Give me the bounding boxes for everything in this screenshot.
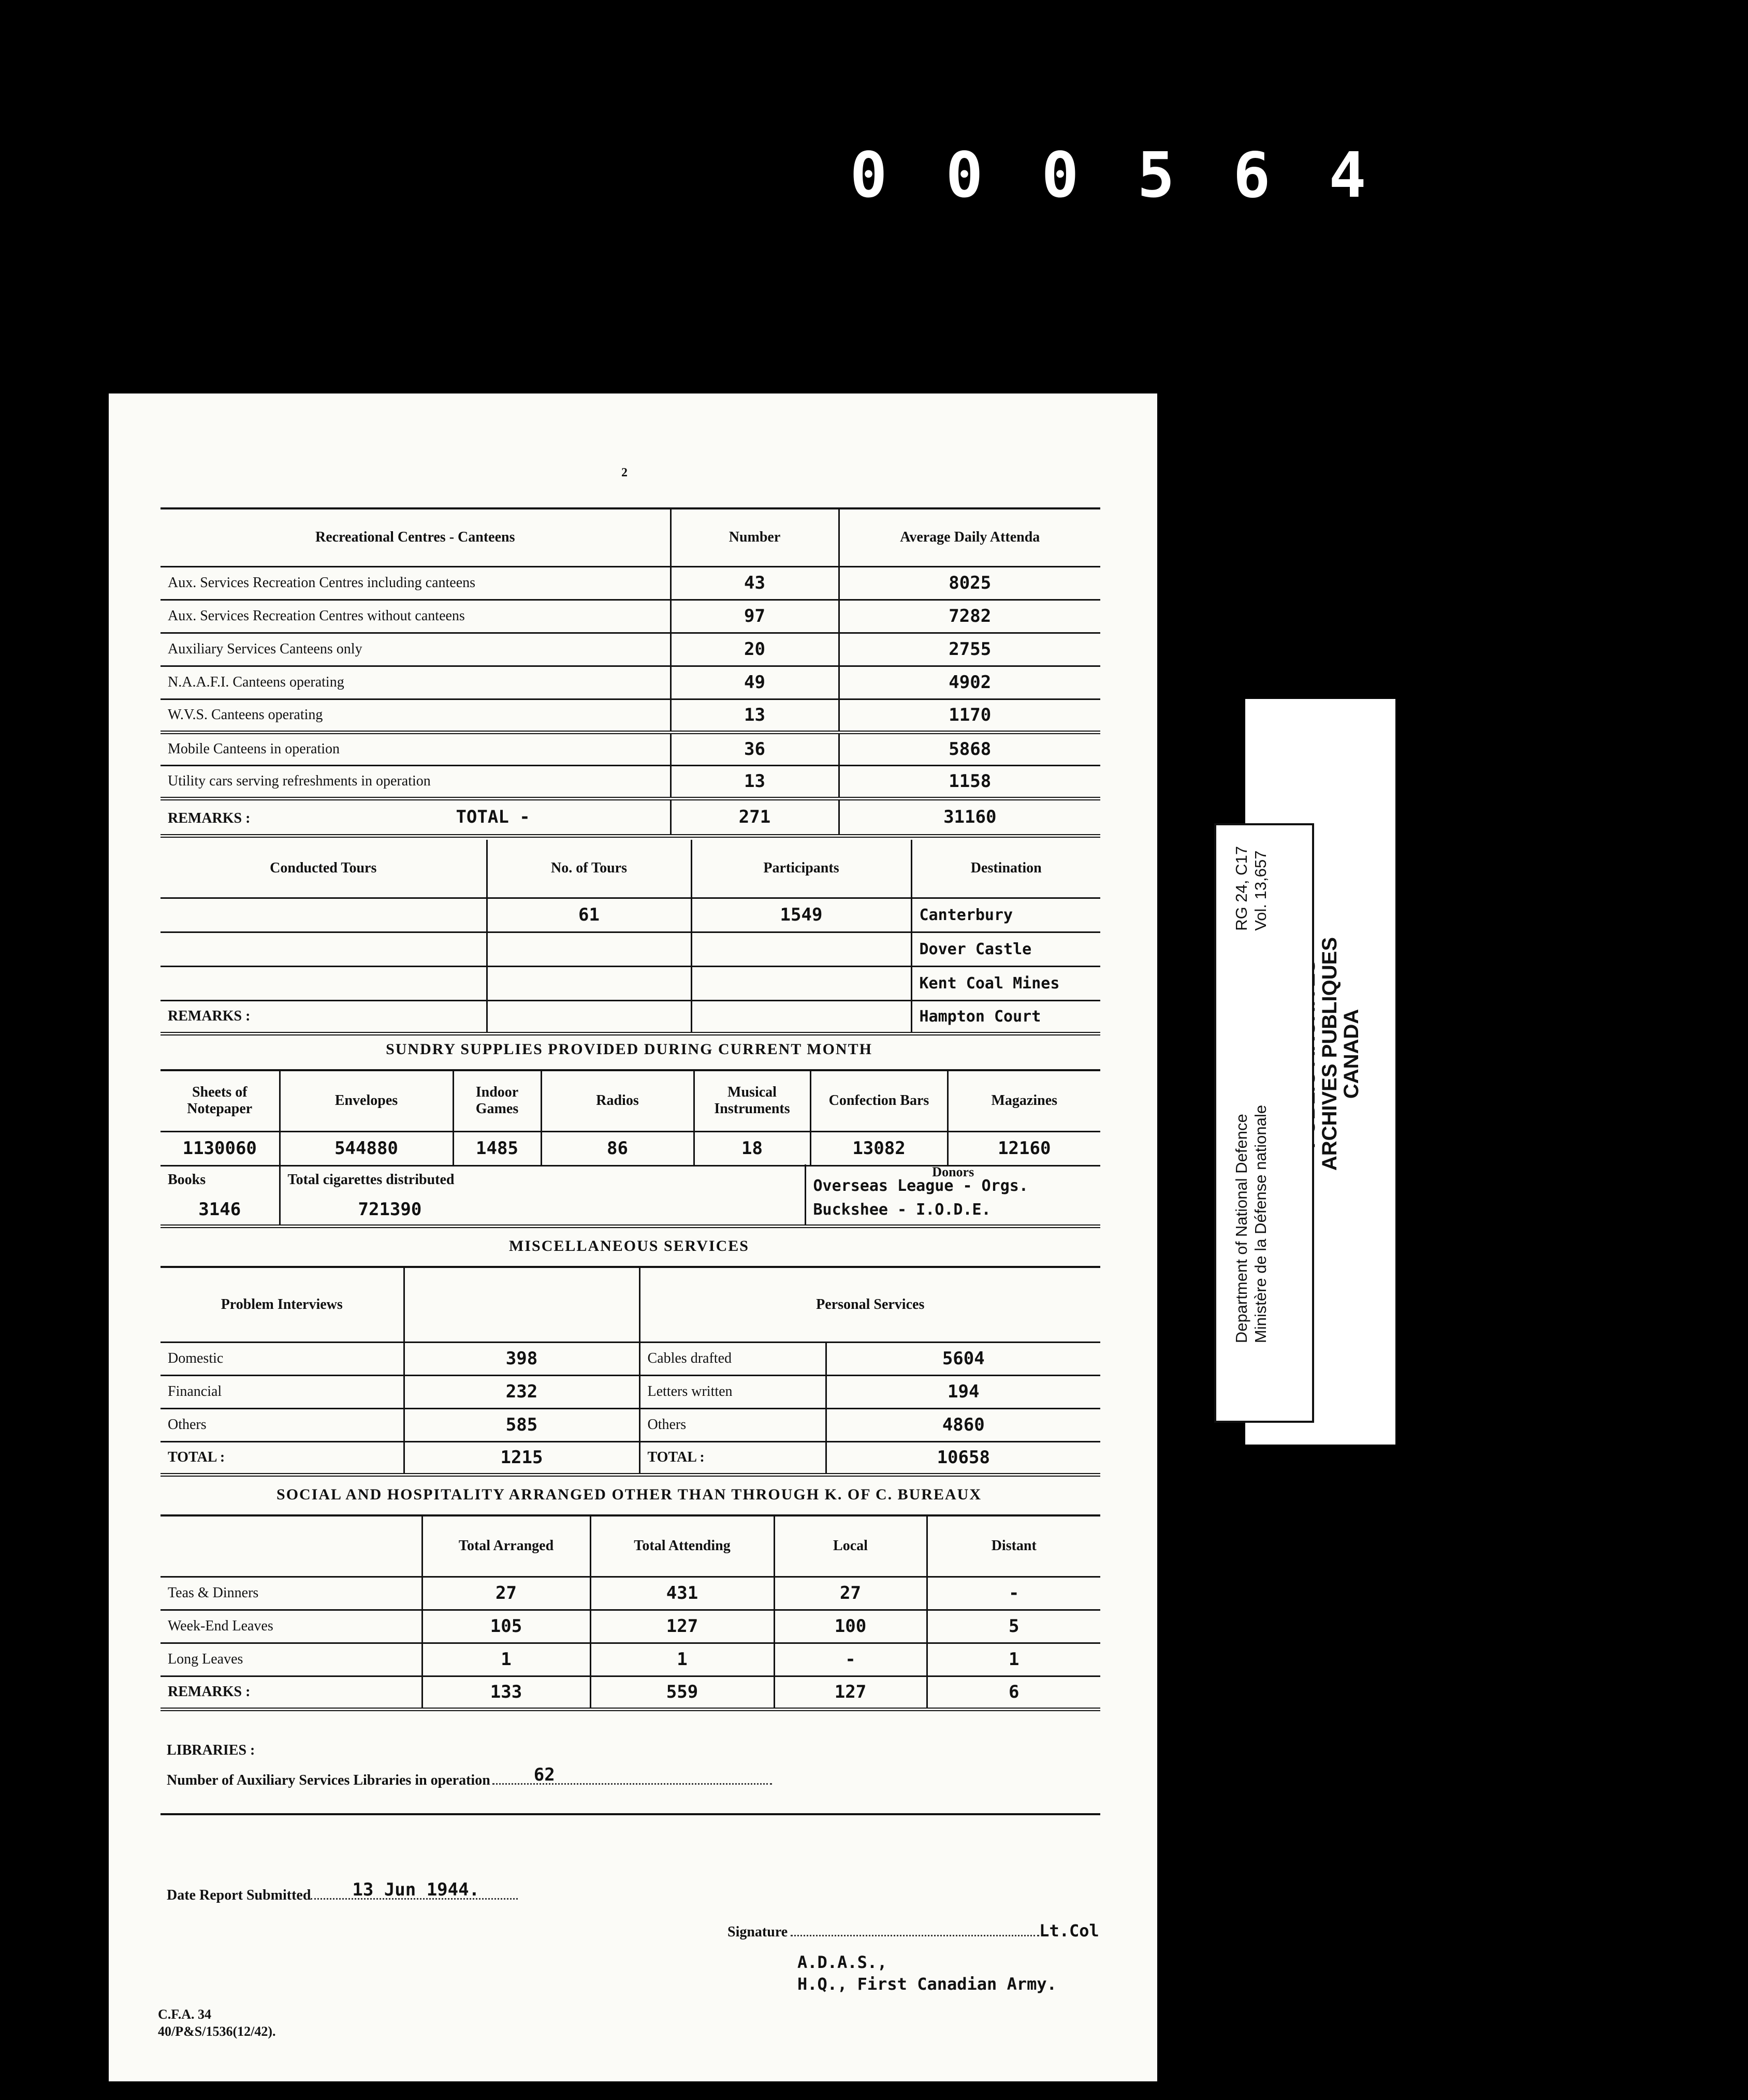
canteens-header-attendance: Average Daily Attenda (900, 529, 1040, 546)
canteens-total-attendance: 31160 (943, 807, 997, 827)
canteens-header-number: Number (671, 508, 839, 566)
sundry-heading: SUNDRY SUPPLIES PROVIDED DURING CURRENT MONTH (386, 1041, 872, 1058)
misc-header-problems: Problem Interviews (161, 1267, 404, 1342)
signature-line (727, 1921, 1099, 1941)
table-row (161, 1375, 1100, 1408)
row-label: Aux. Services Recreation Centres without canteens (161, 600, 671, 633)
social-value: 1 (1009, 1649, 1019, 1670)
tours-table (161, 840, 1100, 1036)
table-row (161, 966, 1100, 1000)
cigarettes-label: Total cigarettes distributed (280, 1164, 805, 1195)
donor: Buckshee - I.O.D.E. (813, 1200, 991, 1219)
table-row (161, 600, 1100, 633)
row-attendance: 8025 (949, 573, 992, 593)
archive-line: CANADA (1340, 1009, 1363, 1099)
tours-header-count: No. of Tours (487, 840, 691, 898)
social-total: 559 (590, 1676, 774, 1709)
social-total-row (161, 1676, 1100, 1709)
social-label: Teas & Dinners (161, 1577, 422, 1610)
table-row (161, 1408, 1100, 1441)
row-label: W.V.S. Canteens operating (161, 699, 671, 732)
sundry-header-envelopes: Envelopes (280, 1070, 453, 1131)
sundry-value: 12160 (998, 1138, 1051, 1159)
social-value: 1 (590, 1643, 774, 1676)
social-value: - (774, 1643, 927, 1676)
row-attendance: 1158 (949, 771, 992, 792)
sundry-header-radios: Radios (541, 1070, 694, 1131)
libraries-line-label: Number of Auxiliary Services Libraries in operation (167, 1772, 490, 1788)
page-number: 2 (621, 466, 628, 479)
row-attendance: 4902 (949, 672, 992, 693)
table-row (161, 1342, 1100, 1375)
canteens-total-number: 271 (671, 798, 839, 836)
misc-header-personal: Personal Services (816, 1296, 925, 1312)
frame-digit: 0 (850, 140, 887, 212)
row-attendance: 5868 (949, 739, 992, 760)
social-label: Week-End Leaves (161, 1610, 422, 1643)
title-line: H.Q., First Canadian Army. (797, 1974, 1057, 1994)
misc-right-value: 4860 (942, 1414, 985, 1435)
row-attendance: 7282 (949, 606, 992, 626)
social-heading: SOCIAL AND HOSPITALITY ARRANGED OTHER THAN THROUGH K. OF C. BUREAUX (276, 1486, 982, 1503)
sundry-value: 544880 (280, 1131, 453, 1165)
reference-line: RG 24, C17 (1232, 846, 1250, 931)
row-number: 13 (671, 699, 839, 732)
sundry-header-instruments: Musical Instruments (694, 1070, 810, 1131)
row-number: 43 (671, 566, 839, 600)
tours-header-participants: Participants (691, 840, 911, 898)
misc-right-label: Letters written (639, 1375, 826, 1408)
signatory-title (797, 1952, 1057, 1995)
sundry-header-magazines: Magazines (991, 1092, 1058, 1109)
sundry-value: 86 (541, 1131, 694, 1165)
misc-left-label: Domestic (161, 1342, 404, 1375)
misc-right-total-label: TOTAL : (639, 1441, 826, 1475)
misc-left-label: Others (161, 1408, 404, 1441)
sundry-header-notepaper: Sheets of Notepaper (161, 1070, 280, 1131)
title-line: A.D.A.S., (797, 1952, 887, 1972)
misc-left-label: Financial (161, 1375, 404, 1408)
social-total: 127 (774, 1676, 927, 1709)
sundry-value: 1485 (453, 1131, 541, 1165)
signature-dotted-line (791, 1933, 1039, 1936)
sundry-value: 1130060 (161, 1131, 280, 1165)
sundry-table (161, 1069, 1100, 1166)
table-row (161, 699, 1100, 732)
frame-number (849, 140, 1367, 212)
misc-left-value: 585 (404, 1408, 639, 1441)
misc-right-value: 5604 (942, 1348, 985, 1369)
social-value: 127 (590, 1610, 774, 1643)
tours-header-category: Conducted Tours (161, 840, 487, 898)
tours-count: 61 (487, 898, 691, 932)
social-value: 100 (774, 1610, 927, 1643)
department-line: Department of National Defence (1232, 1114, 1250, 1344)
archive-line: ARCHIVES PUBLIQUES (1318, 937, 1341, 1171)
sundry-header-confection: Confection Bars (810, 1070, 948, 1131)
canteens-table (161, 507, 1100, 838)
frame-digit: 4 (1329, 140, 1366, 212)
table-row (161, 1131, 1100, 1165)
sundry-value: 13082 (810, 1131, 948, 1165)
misc-right-value: 194 (948, 1381, 980, 1402)
report-page (109, 393, 1157, 2081)
record-reference (1232, 846, 1270, 931)
table-row (161, 898, 1100, 932)
social-header-arranged: Total Arranged (422, 1515, 590, 1577)
libraries-line (167, 1764, 1099, 1789)
libraries-rule (161, 1813, 1100, 1815)
social-header-attending: Total Attending (590, 1515, 774, 1577)
date-dotted-line (311, 1879, 518, 1900)
reference-line: Vol. 13,657 (1251, 850, 1270, 931)
date-label: Date Report Submitted (167, 1887, 311, 1903)
table-row (161, 1610, 1100, 1643)
signature-rank: Lt.Col (1039, 1921, 1099, 1941)
canteens-total-row (161, 798, 1100, 836)
donors-label: Donors (932, 1164, 974, 1179)
table-row (161, 765, 1100, 798)
department-name (1232, 1105, 1270, 1343)
frame-digit: 6 (1233, 140, 1271, 212)
table-row (161, 932, 1100, 966)
frame-digit: 0 (1041, 140, 1079, 212)
table-row (161, 633, 1100, 666)
destination: Hampton Court (919, 1007, 1041, 1026)
libraries-dotted-line (492, 1764, 772, 1785)
table-row (161, 566, 1100, 600)
table-row (161, 1643, 1100, 1676)
social-header-distant: Distant (991, 1538, 1037, 1554)
form-reference (158, 2006, 276, 2040)
social-value: - (1009, 1583, 1019, 1603)
date-value: 13 Jun 1944. (352, 1879, 480, 1900)
misc-total-row (161, 1441, 1100, 1475)
social-total: 6 (1009, 1682, 1019, 1702)
misc-right-label: Others (639, 1408, 826, 1441)
table-row (161, 1195, 1100, 1226)
social-value: 1 (422, 1643, 590, 1676)
row-label: Auxiliary Services Canteens only (161, 633, 671, 666)
row-number: 20 (671, 633, 839, 666)
tours-header-destination: Destination (970, 860, 1042, 877)
social-value: 27 (422, 1577, 590, 1610)
social-header-local: Local (774, 1515, 927, 1577)
total-label: TOTAL - (456, 807, 530, 827)
table-row (161, 1577, 1100, 1610)
misc-left-total: 1215 (404, 1441, 639, 1475)
frame-digit: 0 (945, 140, 983, 212)
tours-participants: 1549 (691, 898, 911, 932)
libraries-label: LIBRARIES : (167, 1742, 255, 1758)
donor: Overseas League - Orgs. (813, 1177, 1028, 1195)
destination: Dover Castle (919, 940, 1032, 958)
tours-remarks-label: REMARKS : (161, 1000, 487, 1033)
remarks-label: REMARKS : (168, 810, 251, 826)
form-line: C.F.A. 34 (158, 2007, 212, 2022)
row-attendance: 2755 (949, 639, 992, 660)
date-line (167, 1879, 518, 1904)
social-value: 5 (1009, 1616, 1019, 1637)
social-remarks-label: REMARKS : (161, 1676, 422, 1709)
archive-stamp-label (1214, 823, 1314, 1423)
canteens-remarks (161, 798, 671, 836)
social-value: 105 (422, 1610, 590, 1643)
misc-left-value: 232 (404, 1375, 639, 1408)
sundry-value: 18 (694, 1131, 810, 1165)
misc-left-value: 398 (404, 1342, 639, 1375)
misc-table (161, 1266, 1100, 1477)
row-number: 13 (671, 765, 839, 798)
row-number: 36 (671, 732, 839, 765)
row-label: Aux. Services Recreation Centres including canteens (161, 566, 671, 600)
social-value: 431 (590, 1577, 774, 1610)
row-label: N.A.A.F.I. Canteens operating (161, 666, 671, 699)
misc-heading: MISCELLANEOUS SERVICES (509, 1237, 749, 1255)
cigarettes-value: 721390 (280, 1195, 805, 1226)
row-number: 49 (671, 666, 839, 699)
libraries-section (167, 1742, 1099, 1789)
department-line: Ministère de la Défense nationale (1251, 1105, 1270, 1344)
sundry-header-games: Indoor Games (453, 1070, 541, 1131)
misc-right-label: Cables drafted (639, 1342, 826, 1375)
table-row (161, 732, 1100, 765)
row-label: Mobile Canteens in operation (161, 732, 671, 765)
table-row (161, 666, 1100, 699)
row-attendance: 1170 (949, 705, 992, 725)
social-total: 133 (422, 1676, 590, 1709)
sundry-books-table (161, 1164, 1100, 1228)
social-value: 27 (774, 1577, 927, 1610)
row-number: 97 (671, 600, 839, 633)
signature-label: Signature (727, 1924, 788, 1940)
social-label: Long Leaves (161, 1643, 422, 1676)
books-value: 3146 (161, 1195, 280, 1226)
social-table (161, 1514, 1100, 1711)
libraries-value: 62 (533, 1764, 555, 1785)
form-line: 40/P&S/1536(12/42). (158, 2023, 276, 2039)
row-label: Utility cars serving refreshments in operation (161, 765, 671, 798)
frame-digit: 5 (1137, 140, 1175, 212)
canteens-header-category: Recreational Centres - Canteens (161, 508, 671, 566)
destination: Kent Coal Mines (919, 974, 1060, 993)
misc-right-total: 10658 (937, 1447, 990, 1468)
misc-left-total-label: TOTAL : (161, 1441, 404, 1475)
books-label: Books (161, 1164, 280, 1195)
destination: Canterbury (919, 906, 1013, 924)
table-row (161, 1000, 1100, 1033)
